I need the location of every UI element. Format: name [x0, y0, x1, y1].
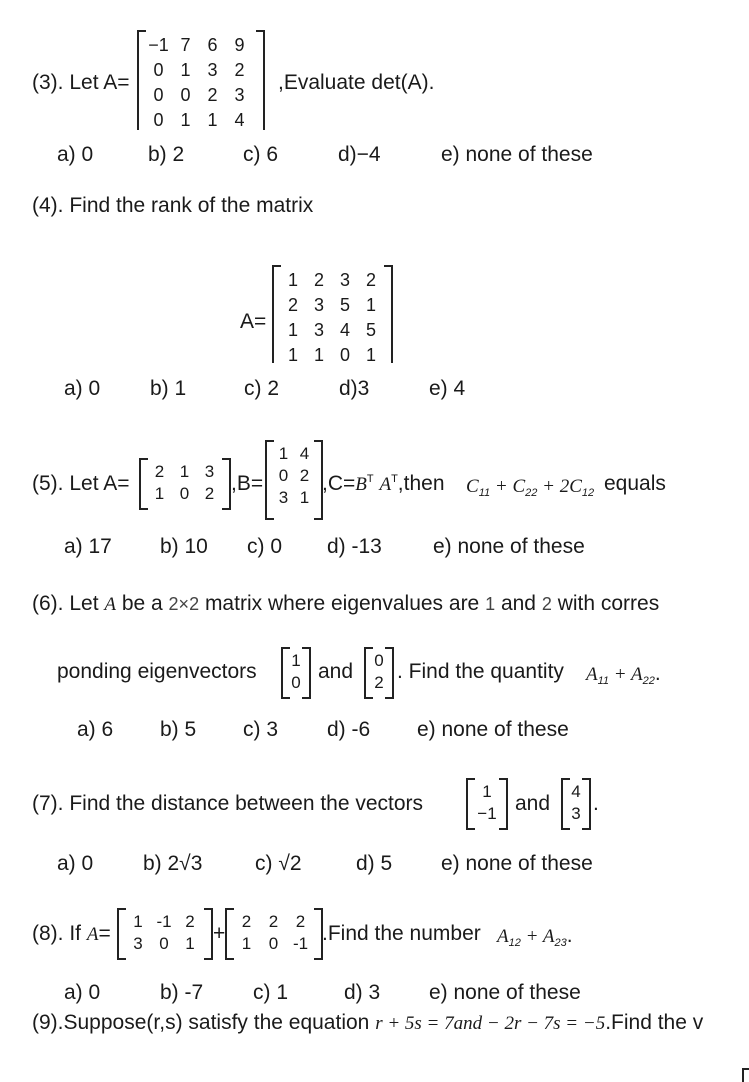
vector-entry: 4 — [571, 782, 581, 801]
matrix-entry: 1 — [207, 110, 218, 130]
answer-option-e[interactable]: e) none of these — [429, 981, 581, 1004]
q8-plus: + — [213, 922, 226, 945]
matrix-entry: 5 — [365, 320, 376, 340]
q6-vector-2 — [364, 647, 394, 699]
matrix-entry: 1 — [365, 295, 376, 315]
matrix-entry: 3 — [207, 60, 218, 80]
matrix-entry: 1 — [313, 345, 324, 363]
matrix-entry: 4 — [339, 320, 350, 340]
matrix-entry: 2 — [234, 60, 245, 80]
matrix-entry: 2 — [241, 912, 252, 931]
matrix-entry: 2 — [365, 270, 376, 290]
matrix-entry: 2 — [299, 466, 310, 485]
matrix-entry: 1 — [287, 345, 298, 363]
q4-label: A= — [240, 310, 267, 333]
answer-option-e[interactable]: e) none of these — [433, 535, 585, 558]
matrix-entry: 1 — [180, 60, 191, 80]
answer-option-a[interactable]: a) 0 — [64, 377, 101, 400]
answer-option-a[interactable]: a) 0 — [57, 143, 94, 166]
q5-label: (5). Let A= — [32, 472, 130, 495]
q3-instruction: ,Evaluate det(A). — [278, 71, 435, 94]
q9-line: (9).Suppose(r,s) satisfy the equation r + 5s = 7and − 2r − 7s = −5.Find the v — [32, 1011, 704, 1034]
q7-vector-2 — [561, 778, 591, 830]
matrix-entry: 9 — [234, 35, 245, 55]
q4-question: (4). Find the rank of the matrix — [32, 194, 314, 217]
matrix-entry: 1 — [180, 110, 191, 130]
matrix-entry: 0 — [153, 110, 164, 130]
q6-and: and — [318, 660, 354, 683]
matrix-entry: -1 — [292, 934, 309, 953]
answer-option-e[interactable]: e) none of these — [441, 143, 593, 166]
matrix-entry: 2 — [204, 484, 215, 503]
answer-option-c[interactable]: c) 2 — [244, 377, 280, 400]
matrix-entry: 1 — [299, 488, 310, 507]
matrix-entry: 1 — [287, 270, 298, 290]
vector-entry: 1 — [291, 651, 301, 670]
q7-question: (7). Find the distance between the vectors — [32, 792, 424, 815]
matrix-entry: 4 — [234, 110, 245, 130]
q5-expression: $C_{11} + C_{22} + 2C_{12}$ — [466, 476, 595, 499]
q8-number: $A_{12} + A_{23}$. — [497, 924, 573, 949]
q6-vector-1 — [281, 647, 311, 699]
matrix-entry: 3 — [313, 320, 324, 340]
q5-matrix-a — [139, 458, 231, 510]
answer-option-b[interactable]: b) 5 — [160, 718, 197, 741]
q7-dot: . — [593, 792, 599, 815]
q4-matrix — [272, 265, 393, 363]
matrix-entry: 2 — [287, 295, 298, 315]
answer-option-d[interactable]: d) -6 — [327, 718, 371, 741]
vector-entry: 3 — [571, 804, 581, 823]
q6-line1: (6). Let A be a 2×2 matrix where eigenvalues are 1 and 2 with corres — [32, 592, 660, 615]
matrix-entry: 1 — [278, 444, 289, 463]
answer-option-c[interactable]: c) √2 — [255, 852, 302, 875]
matrix-entry: 7 — [180, 35, 191, 55]
matrix-entry: 4 — [299, 444, 310, 463]
matrix-entry: 0 — [268, 934, 279, 953]
matrix-entry: 2 — [268, 912, 279, 931]
matrix-entry: 2 — [185, 912, 195, 931]
answer-option-a[interactable]: a) 6 — [77, 718, 114, 741]
matrix-entry: 3 — [133, 934, 143, 953]
vector-entry: 2 — [374, 673, 384, 692]
answer-option-a[interactable]: a) 0 — [57, 852, 94, 875]
q5-b-label: ,B= — [231, 472, 264, 495]
matrix-entry: 2 — [154, 462, 165, 481]
matrix-entry: 3 — [278, 488, 289, 507]
q8-matrix-2 — [225, 908, 323, 960]
answer-option-e[interactable]: e) none of these — [441, 852, 593, 875]
matrix-entry: 0 — [278, 466, 289, 485]
vector-entry: 0 — [291, 673, 301, 692]
answer-option-c[interactable]: c) 0 — [247, 535, 283, 558]
matrix-entry: −1 — [148, 35, 169, 55]
matrix-entry: 5 — [339, 295, 350, 315]
q6-line2-text: ponding eigenvectors — [57, 660, 257, 683]
vector-entry: −1 — [477, 804, 497, 823]
matrix-entry: 2 — [295, 912, 306, 931]
q5-matrix-b — [265, 440, 323, 520]
q8-matrix-1 — [117, 908, 213, 960]
q6-find: . Find the quantity — [397, 660, 564, 683]
matrix-entry: 2 — [313, 270, 324, 290]
q6-quantity: $A_{11} + A_{22}$. — [586, 662, 661, 687]
answer-option-c[interactable]: c) 6 — [243, 143, 279, 166]
matrix-entry: 0 — [180, 85, 191, 105]
matrix-entry: 0 — [153, 85, 164, 105]
answer-option-b[interactable]: b) 2 — [148, 143, 185, 166]
answer-option-d[interactable]: d)3 — [339, 377, 370, 400]
matrix-entry: 6 — [207, 35, 218, 55]
matrix-entry: 0 — [179, 484, 190, 503]
q9-bracket-hint — [742, 1068, 749, 1082]
q3-matrix — [137, 30, 265, 130]
matrix-entry: -1 — [156, 912, 172, 931]
matrix-entry: 1 — [179, 462, 190, 481]
matrix-entry: 1 — [154, 484, 165, 503]
matrix-entry: 1 — [133, 912, 143, 931]
matrix-entry: 2 — [207, 85, 218, 105]
answer-option-b[interactable]: b) -7 — [160, 981, 204, 1004]
q7-and: and — [515, 792, 551, 815]
q5-c-definition: $,C=B^T$ $A^T,then$ — [322, 472, 445, 495]
matrix-entry: 1 — [365, 345, 376, 363]
vector-entry: 0 — [374, 651, 384, 670]
answer-option-a[interactable]: a) 0 — [64, 981, 101, 1004]
matrix-entry: 3 — [204, 462, 215, 481]
answer-option-b[interactable]: b) 2√3 — [143, 852, 203, 875]
q3-label: (3). Let A= — [32, 71, 130, 94]
q7-vector-1 — [466, 778, 508, 830]
answer-option-d[interactable]: d) 5 — [356, 852, 393, 875]
vector-entry: 1 — [482, 782, 492, 801]
answer-option-d[interactable]: d)−4 — [338, 143, 381, 166]
answer-option-e[interactable]: e) 4 — [429, 377, 466, 400]
matrix-entry: 1 — [241, 934, 252, 953]
answer-option-b[interactable]: b) 1 — [150, 377, 187, 400]
answer-option-c[interactable]: c) 1 — [253, 981, 289, 1004]
matrix-entry: 0 — [339, 345, 350, 363]
answer-option-a[interactable]: a) 17 — [64, 535, 112, 558]
matrix-entry: 1 — [287, 320, 298, 340]
q5-equals: equals — [604, 472, 666, 495]
answer-option-d[interactable]: d) -13 — [327, 535, 382, 558]
q8-find: .Find the number — [322, 922, 481, 945]
answer-option-c[interactable]: c) 3 — [243, 718, 279, 741]
matrix-entry: 1 — [185, 934, 195, 953]
matrix-entry: 3 — [313, 295, 324, 315]
q8-label: (8). If A= — [32, 922, 111, 945]
matrix-entry: 3 — [234, 85, 245, 105]
matrix-entry: 0 — [159, 934, 169, 953]
answer-option-d[interactable]: d) 3 — [344, 981, 381, 1004]
matrix-entry: 0 — [153, 60, 164, 80]
answer-option-e[interactable]: e) none of these — [417, 718, 569, 741]
answer-option-b[interactable]: b) 10 — [160, 535, 208, 558]
matrix-entry: 3 — [339, 270, 350, 290]
